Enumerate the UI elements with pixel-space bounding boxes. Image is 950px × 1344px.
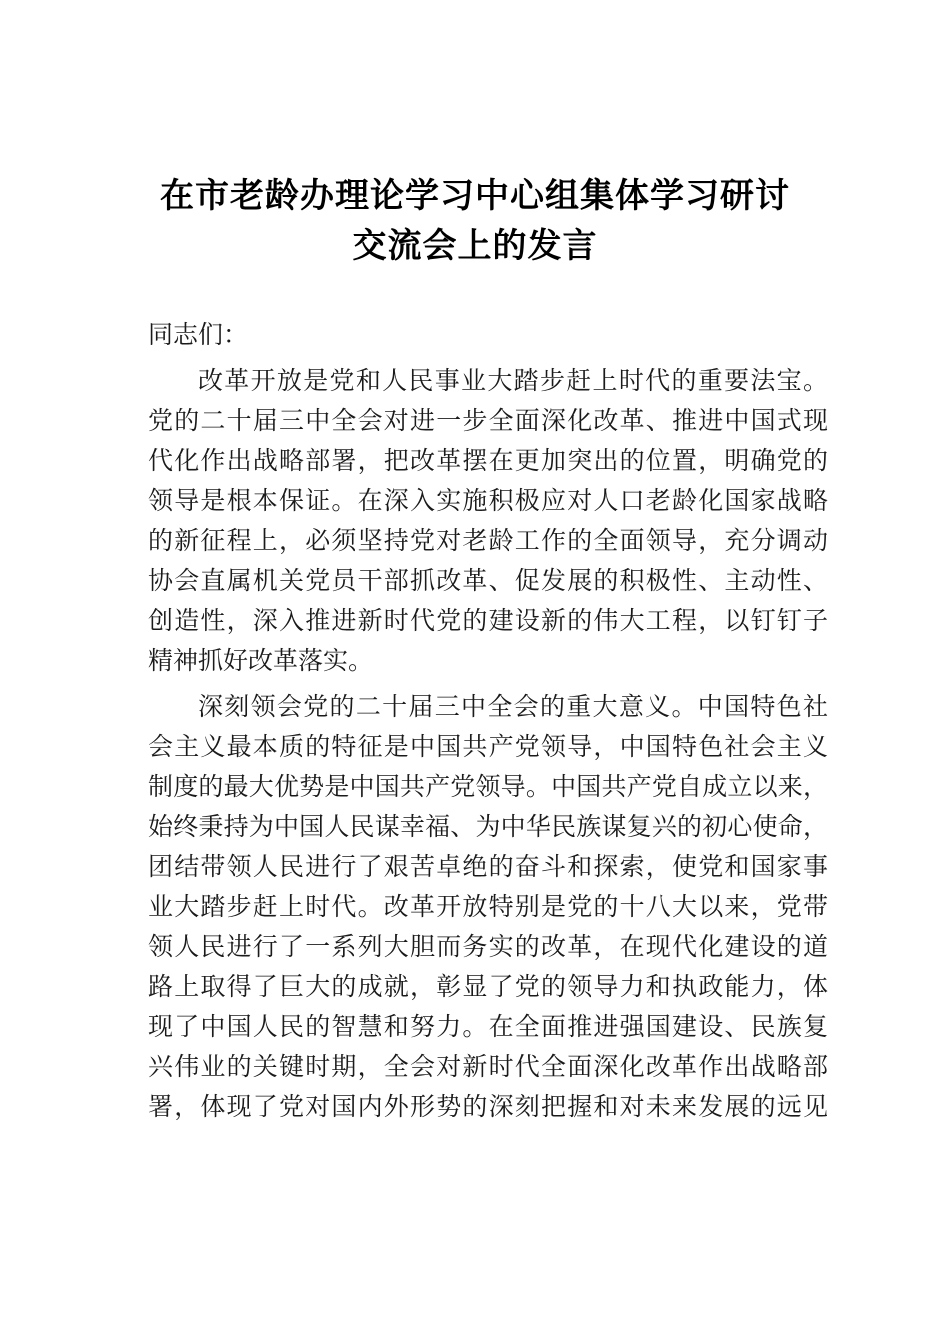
paragraph-1-line: 党的二十届三中全会对进一步全面深化改革、推进中国式现 [148,406,828,435]
paragraph-1-line: 改革开放是党和人民事业大踏步赶上时代的重要法宝。 [198,366,828,395]
paragraph-2-line: 兴伟业的关键时期，全会对新时代全面深化改革作出战略部 [148,1052,828,1081]
paragraph-2-line: 制度的最大优势是中国共产党领导。中国共产党自成立以来， [148,772,828,801]
paragraph-1-line: 的新征程上，必须坚持党对老龄工作的全面领导，充分调动 [148,526,828,555]
paragraph-2-line: 现了中国人民的智慧和努力。在全面推进强国建设、民族复 [148,1012,828,1041]
paragraph-1-line: 精神抓好改革落实。 [148,646,374,675]
document-title-line-1: 在市老龄办理论学习中心组集体学习研讨 [160,176,790,216]
paragraph-2-line: 深刻领会党的二十届三中全会的重大意义。中国特色社 [198,692,828,721]
paragraph-2-line: 始终秉持为中国人民谋幸福、为中华民族谋复兴的初心使命， [148,812,828,841]
paragraph-1-line: 代化作出战略部署，把改革摆在更加突出的位置，明确党的 [148,446,828,475]
paragraph-2-line: 业大踏步赶上时代。改革开放特别是党的十八大以来，党带 [148,892,828,921]
salutation: 同志们： [148,320,249,349]
paragraph-1-line: 创造性，深入推进新时代党的建设新的伟大工程，以钉钉子 [148,606,828,635]
paragraph-1-line: 领导是根本保证。在深入实施积极应对人口老龄化国家战略 [148,486,828,515]
paragraph-2-line: 领人民进行了一系列大胆而务实的改革，在现代化建设的道 [148,932,828,961]
document-title-line-2: 交流会上的发言 [352,226,598,266]
paragraph-2-line: 会主义最本质的特征是中国共产党领导，中国特色社会主义 [148,732,828,761]
paragraph-2-line: 路上取得了巨大的成就，彰显了党的领导力和执政能力，体 [148,972,828,1001]
paragraph-2-line: 团结带领人民进行了艰苦卓绝的奋斗和探索，使党和国家事 [148,852,828,881]
paragraph-2-line: 署，体现了党对国内外形势的深刻把握和对未来发展的远见 [148,1092,828,1121]
paragraph-1-line: 协会直属机关党员干部抓改革、促发展的积极性、主动性、 [148,566,828,595]
